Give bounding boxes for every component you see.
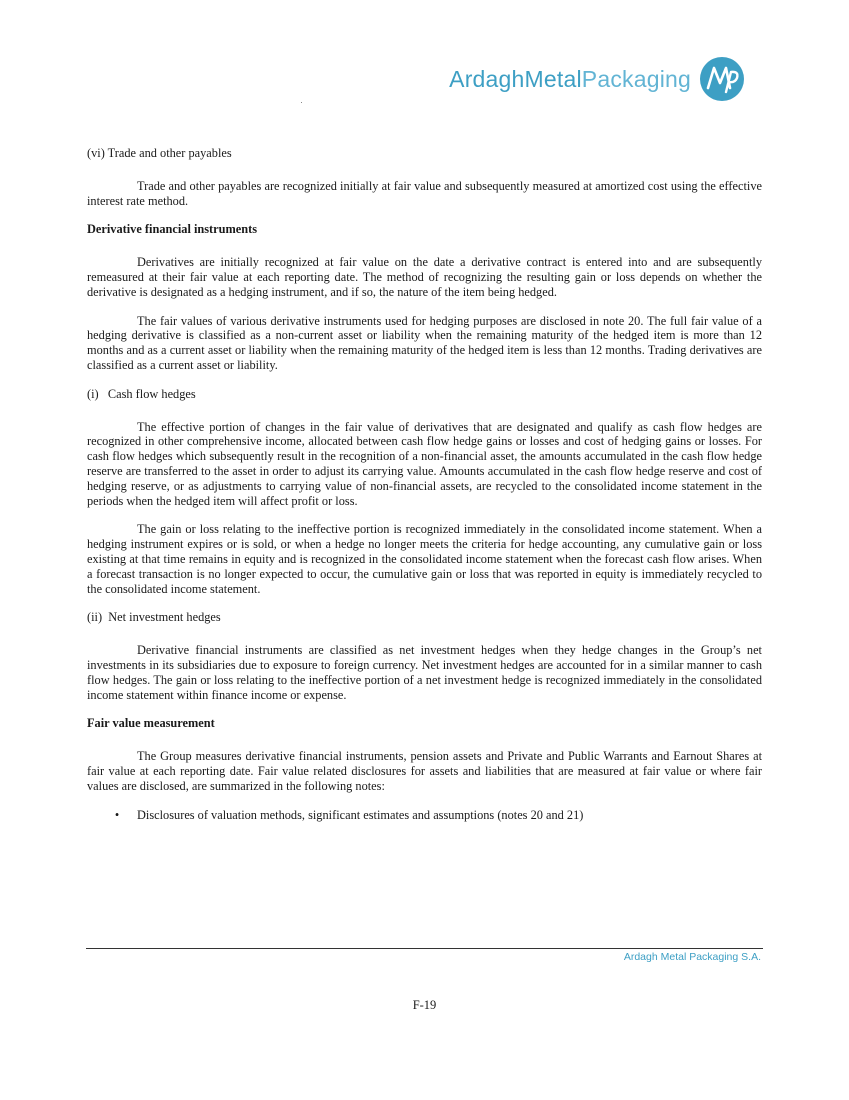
net-investment-paragraph: Derivative financial instruments are classified as net investment hedges when they hedge changes in the Group’s net investments in its subsidiaries due to exposure to foreign currency. Net investment hedges are accounted for in a similar manner to cash flow hedges. The gain or loss relating to the ineffective portion of a net investment hedge is recognized immediately in the consolidated income statement within finance income or expense. (87, 643, 762, 702)
fair-value-heading: Fair value measurement (87, 716, 215, 731)
derivatives-heading: Derivative financial instruments (87, 222, 258, 237)
logo-monogram-icon (699, 56, 745, 102)
bullet-icon: • (114, 807, 120, 822)
document-body (87, 146, 762, 822)
derivatives-paragraph-2: The fair values of various derivative instruments used for hedging purposes are disclosed in note 20. The full fair value of a hedging derivative is classified as a non-current asset or liability when the remaining maturity of the hedged item is more than 12 months and as a current asset or liability when the remaining maturity of the hedged item is less than 12 months. Trading derivatives are classified as a current asset or liability. (87, 313, 762, 372)
bullet-text: Disclosures of valuation methods, significant estimates and assumptions (notes 20 and 21) (137, 807, 584, 822)
trade-payables-title: (vi) Trade and other payables (87, 146, 232, 160)
logo-wordmark: ArdaghMetalPackaging (449, 65, 691, 92)
cash-flow-paragraph-2: The gain or loss relating to the ineffective portion is recognized immediately in the consolidated income statement. When a hedging instrument expires or is sold, or when a hedge no longer meets the criteria for hedge accounting, any cumulative gain or loss existing at that time remains in equity and is recognized in the consolidated income statement when the forecast cash flow arises. When a forecast transaction is no longer expected to occur, the cumulative gain or loss that was reported in equity is immediately recycled to the consolidated income statement. (87, 522, 762, 596)
cash-flow-paragraph-1: The effective portion of changes in the fair value of derivatives that are designated and qualify as cash flow hedges are recognized in other comprehensive income, allocated between cash flow hedge gains or losses and cost of hedging gains or losses. For cash flow hedges which subsequently result in the recognition of a non-financial asset, the amounts accumulated in the cash flow hedge reserve are transferred to the asset in order to adjust its carrying value. Amounts accumulated in the cash flow hedge reserve and cost of hedging reserve, or as adjustments to carrying value of non-financial assets, are recycled to the consolidated income statement in the periods when the hedged item will affect profit or loss. (87, 419, 762, 508)
footer-divider (86, 948, 763, 949)
cash-flow-hedges-title: (i) Cash flow hedges (87, 386, 196, 401)
footer-company-name: Ardagh Metal Packaging S.A. (623, 951, 761, 963)
fair-value-paragraph: The Group measures derivative financial instruments, pension assets and Private and Public Warrants and Earnout Shares at fair value at each reporting date. Fair value related disclosures for assets and liabilities that are measured at fair value or where fair values are disclosed, are summarized in the following notes: (87, 749, 762, 793)
stray-mark (301, 102, 302, 103)
trade-payables-paragraph: Trade and other payables are recognized initially at fair value and subsequently measured at amortized cost using the effective interest rate method. (87, 178, 762, 208)
net-investment-hedges-title: (ii) Net investment hedges (87, 610, 221, 625)
list-item (87, 808, 762, 823)
company-logo (449, 56, 745, 102)
derivatives-paragraph-1: Derivatives are initially recognized at fair value on the date a derivative contract is entered into and are subsequently remeasured at their fair value at each reporting date. The method of recognizing the resulting gain or loss depends on whether the derivative is designated as a hedging instrument, and if so, the nature of the item being hedged. (87, 255, 762, 299)
page-number: F-19 (412, 998, 437, 1012)
